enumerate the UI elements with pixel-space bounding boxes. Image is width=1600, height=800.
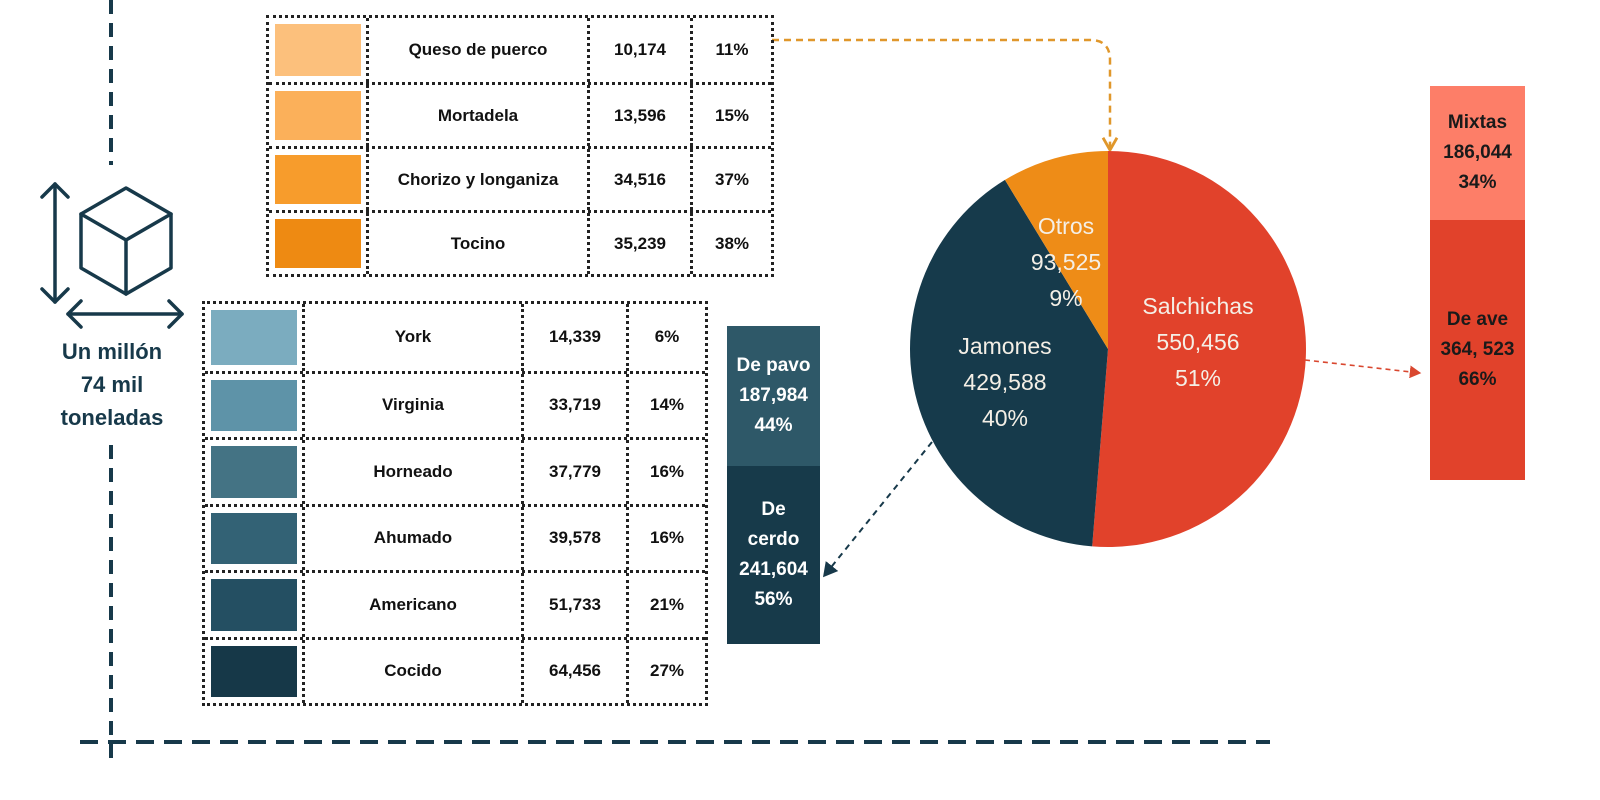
otros-row bbox=[269, 210, 771, 274]
jamones-breakdown-segment-text: 187,984 bbox=[739, 384, 808, 406]
pie-value-jamones: 429,588 bbox=[963, 369, 1047, 395]
product-name: Mortadela bbox=[437, 105, 519, 125]
jamones-breakdown-segment bbox=[727, 466, 820, 644]
total-line-3: toneladas bbox=[60, 405, 164, 430]
jamones-breakdown-segment-text: 56% bbox=[754, 588, 793, 610]
jamones-breakdown-segment-text: cerdo bbox=[747, 528, 800, 550]
salchichas-breakdown-segment-text: 364, 523 bbox=[1440, 338, 1515, 360]
pie-pct-otros: 9% bbox=[1049, 285, 1083, 311]
product-name: York bbox=[394, 327, 432, 347]
otros-row bbox=[269, 146, 771, 210]
product-name: Virginia bbox=[381, 395, 445, 415]
jamones-row bbox=[205, 371, 705, 438]
product-name: Americano bbox=[369, 594, 457, 614]
jamones-breakdown-segment-text: De pavo bbox=[736, 354, 811, 376]
tonnage-value: 34,516 bbox=[614, 169, 666, 189]
pie-value-salchichas: 550,456 bbox=[1156, 329, 1240, 355]
jamones-row bbox=[205, 637, 705, 704]
color-swatch bbox=[275, 155, 361, 204]
product-name: Chorizo y longaniza bbox=[397, 169, 559, 189]
product-name: Cocido bbox=[384, 661, 442, 681]
total-line-2: 74 mil bbox=[80, 372, 144, 397]
salchichas-breakdown-segment bbox=[1430, 86, 1525, 220]
salchichas-breakdown-segment bbox=[1430, 220, 1525, 480]
share-percent: 16% bbox=[649, 528, 685, 548]
pie-value-otros: 93,525 bbox=[1030, 249, 1102, 275]
arrow-salchichas-to-breakdown bbox=[1305, 360, 1420, 373]
share-percent: 11% bbox=[715, 40, 749, 59]
share-percent: 27% bbox=[649, 661, 685, 681]
jamones-meat-breakdown bbox=[727, 326, 820, 644]
salchichas-breakdown-segment-text: De ave bbox=[1446, 308, 1509, 330]
otros-row bbox=[269, 82, 771, 146]
pie-pct-jamones: 40% bbox=[981, 405, 1029, 431]
tonnage-value: 35,239 bbox=[614, 233, 666, 253]
tonnage-value: 33,719 bbox=[549, 395, 601, 415]
product-name: Horneado bbox=[373, 461, 453, 481]
jamones-row bbox=[205, 570, 705, 637]
tonnage-value: 14,339 bbox=[549, 327, 601, 347]
jamones-row bbox=[205, 304, 705, 371]
tonnage-value: 10,174 bbox=[614, 40, 666, 59]
color-swatch bbox=[211, 310, 297, 365]
tonnage-value: 51,733 bbox=[549, 594, 601, 614]
pie-label-salchichas: Salchichas bbox=[1142, 293, 1254, 319]
color-swatch bbox=[211, 579, 297, 631]
color-swatch bbox=[211, 513, 297, 565]
total-line-1: Un millón bbox=[61, 339, 163, 364]
share-percent: 38% bbox=[714, 233, 750, 253]
color-swatch bbox=[211, 646, 297, 698]
tonnage-value: 37,779 bbox=[549, 461, 601, 481]
share-percent: 37% bbox=[714, 169, 750, 189]
jamones-breakdown-segment bbox=[727, 326, 820, 466]
pie-label-otros: Otros bbox=[1037, 213, 1095, 239]
tonnage-value: 39,578 bbox=[549, 528, 601, 548]
color-swatch bbox=[275, 24, 361, 76]
product-name: Tocino bbox=[450, 233, 506, 253]
pie-pct-salchichas: 51% bbox=[1174, 365, 1222, 391]
share-percent: 16% bbox=[649, 461, 685, 481]
jamones-breakdown-table bbox=[202, 301, 708, 706]
color-swatch bbox=[275, 91, 361, 140]
share-percent: 15% bbox=[714, 105, 750, 125]
arrow-otros-to-pie bbox=[772, 40, 1110, 150]
product-name: Ahumado bbox=[373, 528, 453, 548]
pie-chart bbox=[910, 151, 1306, 547]
salchichas-breakdown-segment-text: 34% bbox=[1458, 171, 1497, 193]
pie-label-jamones: Jamones bbox=[958, 333, 1052, 359]
share-percent: 21% bbox=[649, 594, 685, 614]
share-percent: 14% bbox=[649, 395, 685, 415]
jamones-row bbox=[205, 437, 705, 504]
tonnage-value: 64,456 bbox=[549, 661, 601, 681]
color-swatch bbox=[211, 446, 297, 498]
jamones-breakdown-segment-text: De bbox=[761, 498, 786, 520]
salchichas-breakdown-segment-text: Mixtas bbox=[1447, 111, 1508, 133]
color-swatch bbox=[211, 380, 297, 432]
box-dimensions-icon bbox=[42, 184, 182, 327]
product-name: Queso de puerco bbox=[408, 40, 548, 59]
tonnage-value: 13,596 bbox=[614, 105, 666, 125]
arrow-jamones-to-breakdown bbox=[824, 442, 932, 576]
salchichas-breakdown-segment-text: 186,044 bbox=[1443, 141, 1512, 163]
salchichas-breakdown-segment-text: 66% bbox=[1458, 368, 1497, 390]
otros-row bbox=[269, 18, 771, 82]
otros-breakdown-table bbox=[266, 15, 774, 277]
share-percent: 6% bbox=[654, 327, 680, 347]
color-swatch bbox=[275, 219, 361, 268]
jamones-breakdown-segment-text: 44% bbox=[754, 414, 793, 436]
total-production-label bbox=[36, 335, 188, 434]
jamones-breakdown-segment-text: 241,604 bbox=[739, 558, 808, 580]
jamones-row bbox=[205, 504, 705, 571]
salchichas-meat-breakdown bbox=[1430, 86, 1525, 480]
